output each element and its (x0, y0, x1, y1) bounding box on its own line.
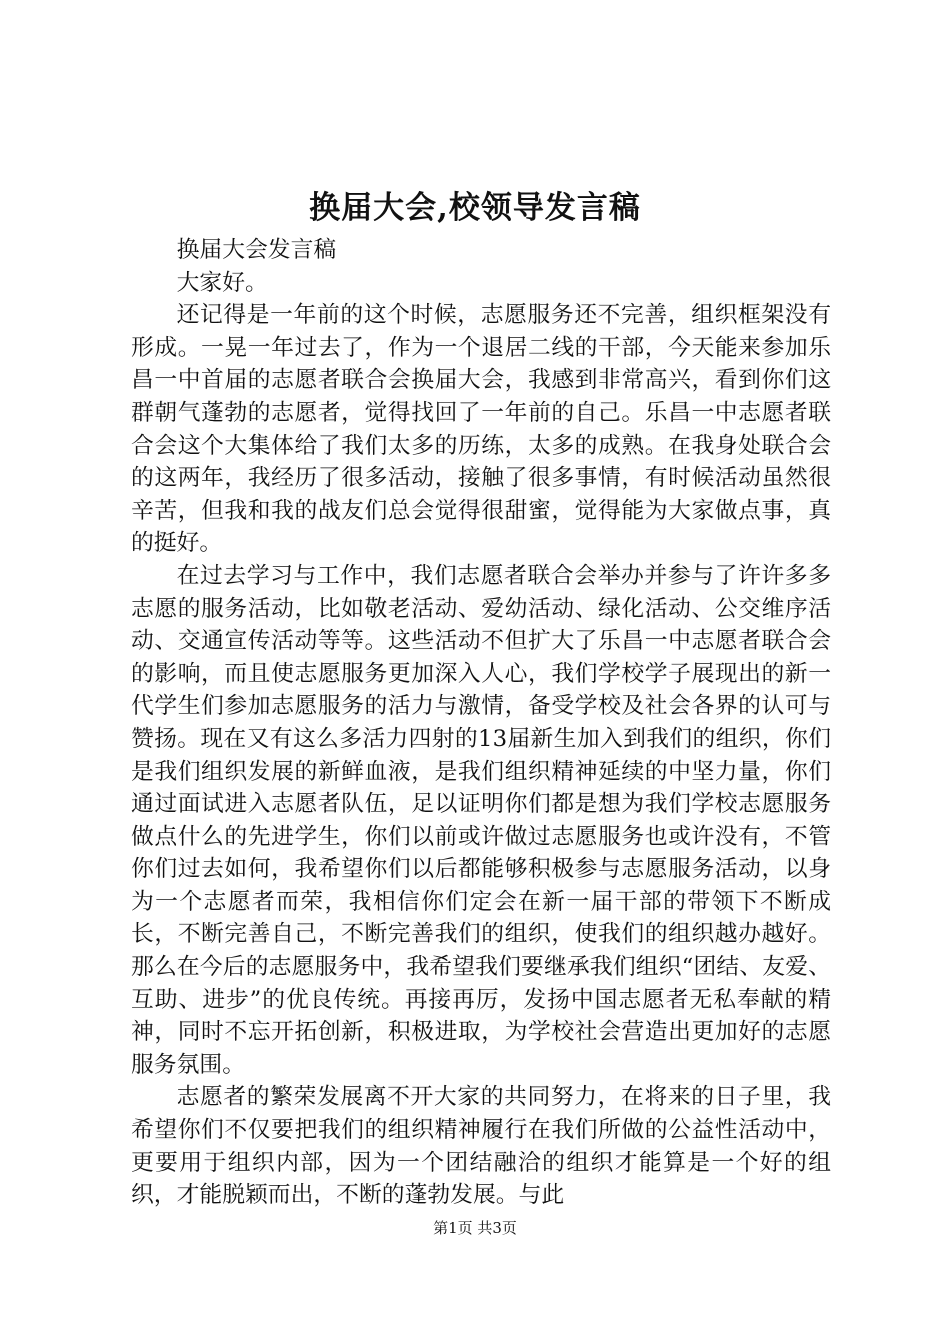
document-body (131, 234, 831, 1212)
document-subtitle: 换届大会发言稿 (176, 237, 337, 263)
body-paragraph: 志愿者的繁荣发展离不开大家的共同努力，在将来的日子里，我希望你们不仅要把我们的组织精神履行在我们所做的公益性活动中，更要用于组织内部，因为一个团结融洽的组织才能算是一个好的组织，才能脱颖而出，不断的蓬勃发展。与此 (131, 1084, 831, 1209)
document-title: 换届大会,校领导发言稿 (309, 190, 641, 226)
body-paragraph: 在过去学习与工作中，我们志愿者联合会举办并参与了许许多多志愿的服务活动，比如敬老活动、爱幼活动、绿化活动、公交维序活动、交通宣传活动等等。这些活动不但扩大了乐昌一中志愿者联合会的影响，而且使志愿服务更加深入人心，我们学校学子展现出的新一代学生们参加志愿服务的活力与激情，备受学校及社会各界的认可与赞扬。现在又有这么多活力四射的13届新生加入到我们的组织，你们是我们组织发展的新鲜血液，是我们组织精神延续的中坚力量，你们通过面试进入志愿者队伍，足以证明你们都是想为我们学校志愿服务做点什么的先进学生，你们以前或许做过志愿服务也或许没有，不管你们过去如何，我希望你们以后都能够积极参与志愿服务活动，以身为一个志愿者而荣，我相信你们定会在新一届干部的带领下不断成长，不断完善自己，不断完善我们的组织，使我们的组织越办越好。那么在今后的志愿服务中，我希望我们要继承我们组织“团结、友爱、互助、进步”的优良传统。再接再厉，发扬中国志愿者无私奉献的精神，同时不忘开拓创新，积极进取，为学校社会营造出更加好的志愿服务氛围。 (131, 562, 831, 1078)
greeting-paragraph: 大家好。 (176, 269, 268, 296)
body-paragraph: 还记得是一年前的这个时候，志愿服务还不完善，组织框架没有形成。一晃一年过去了，作为一个退居二线的干部，今天能来参加乐昌一中首届的志愿者联合会换届大会，我感到非常高兴，看到你们这群朝气蓬勃的志愿者，觉得找回了一年前的自己。乐昌一中志愿者联合会这个大集体给了我们太多的历练，太多的成熟。在我身处联合会的这两年，我经历了很多活动，接触了很多事情，有时候活动虽然很辛苦，但我和我的战友们总会觉得很甜蜜，觉得能为大家做点事，真的挺好。 (131, 302, 831, 557)
page-number-footer: 第1页 共3页 (433, 1219, 517, 1237)
